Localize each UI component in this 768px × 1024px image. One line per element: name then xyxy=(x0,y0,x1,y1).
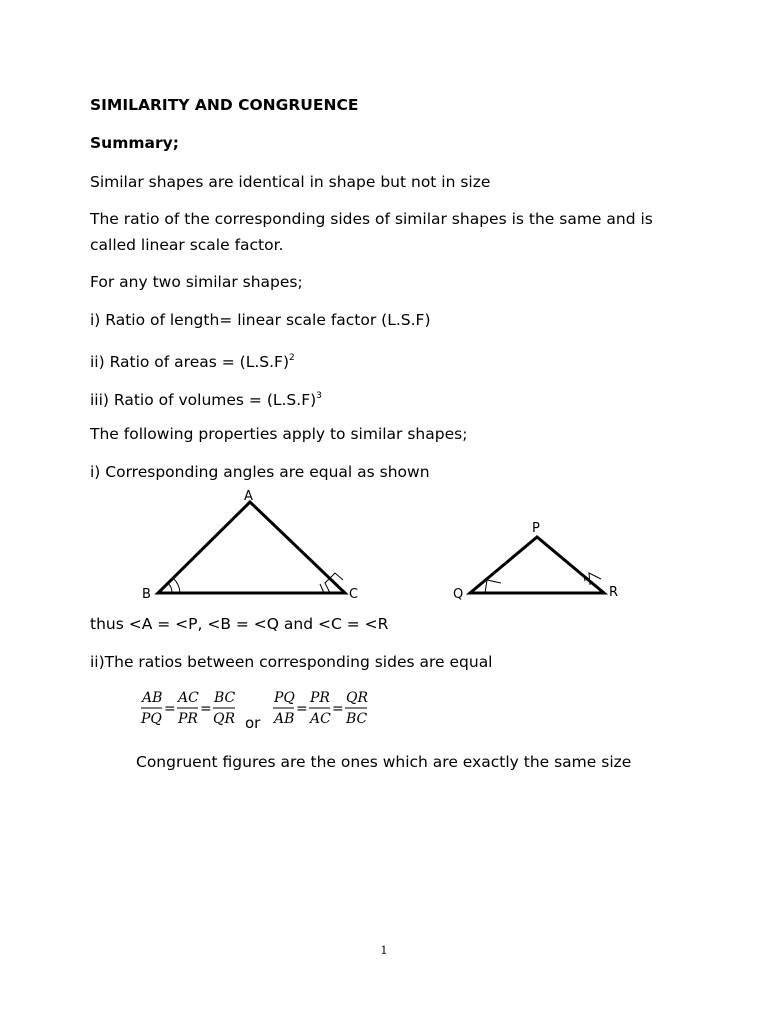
vertex-a-label: A xyxy=(244,489,253,504)
vertex-b-label: B xyxy=(142,587,151,602)
fraction-den: QR xyxy=(213,711,236,727)
equals-sign: = xyxy=(164,701,176,717)
paragraph-similar-shapes: Similar shapes are identical in shape but not in size xyxy=(90,173,491,191)
item-ratio-areas-text: ii) Ratio of areas = (L.S.F) xyxy=(90,353,289,371)
fraction-den: AC xyxy=(310,711,331,727)
fraction-num: PQ xyxy=(274,690,295,706)
fraction-den: PR xyxy=(178,711,198,727)
angle-q-mark xyxy=(485,580,501,593)
triangle-pqr-shape xyxy=(470,537,604,593)
superscript-two: 2 xyxy=(289,353,295,363)
equation-left xyxy=(140,690,236,727)
fraction-num: BC xyxy=(214,690,236,706)
fraction-num: AC xyxy=(178,690,199,706)
angles-equal-statement: thus <A = <P, <B = <Q and <C = <R xyxy=(90,615,389,633)
triangle-pqr xyxy=(470,537,604,593)
vertex-r-label: R xyxy=(609,585,619,600)
equation-right xyxy=(272,690,368,727)
summary-heading: Summary; xyxy=(90,134,179,152)
vertex-p-label: P xyxy=(532,521,540,536)
equals-sign: = xyxy=(296,701,308,717)
item-ratio-length: i) Ratio of length= linear scale factor (L.S.F) xyxy=(90,311,431,329)
fraction-den: BC xyxy=(346,711,368,727)
paragraph-two-similar: For any two similar shapes; xyxy=(90,273,303,291)
triangles-diagram xyxy=(0,488,768,608)
item-ratio-volumes-text: iii) Ratio of volumes = (L.S.F) xyxy=(90,391,317,409)
vertex-q-label: Q xyxy=(453,587,464,602)
fraction-num: QR xyxy=(346,690,369,706)
item-ratio-volumes xyxy=(90,386,322,410)
ratio-equation xyxy=(138,685,438,735)
document-title: SIMILARITY AND CONGRUENCE xyxy=(90,96,359,114)
superscript-three: 3 xyxy=(316,391,322,401)
fraction-num: PR xyxy=(310,690,330,706)
triangle-abc xyxy=(158,502,345,593)
triangle-abc-shape xyxy=(158,502,345,593)
paragraph-properties: The following properties apply to similar shapes; xyxy=(90,425,468,443)
fraction-den: AB xyxy=(274,711,295,727)
fraction-den: PQ xyxy=(141,711,162,727)
property-ratios: ii)The ratios between corresponding sides are equal xyxy=(90,653,493,671)
paragraph-ratio-line1: The ratio of the corresponding sides of similar shapes is the same and is xyxy=(90,210,653,228)
page-number: 1 xyxy=(380,944,388,957)
item-ratio-areas xyxy=(90,348,295,372)
connector-or: or xyxy=(245,714,261,732)
vertex-c-label: C xyxy=(349,587,359,602)
angle-b-arc-outer xyxy=(173,578,180,593)
equals-sign: = xyxy=(332,701,344,717)
fraction-num: AB xyxy=(142,690,163,706)
equals-sign: = xyxy=(200,701,212,717)
paragraph-congruent: Congruent figures are the ones which are exactly the same size xyxy=(136,753,632,771)
property-angles: i) Corresponding angles are equal as shown xyxy=(90,463,430,481)
paragraph-ratio-line2: called linear scale factor. xyxy=(90,236,284,254)
